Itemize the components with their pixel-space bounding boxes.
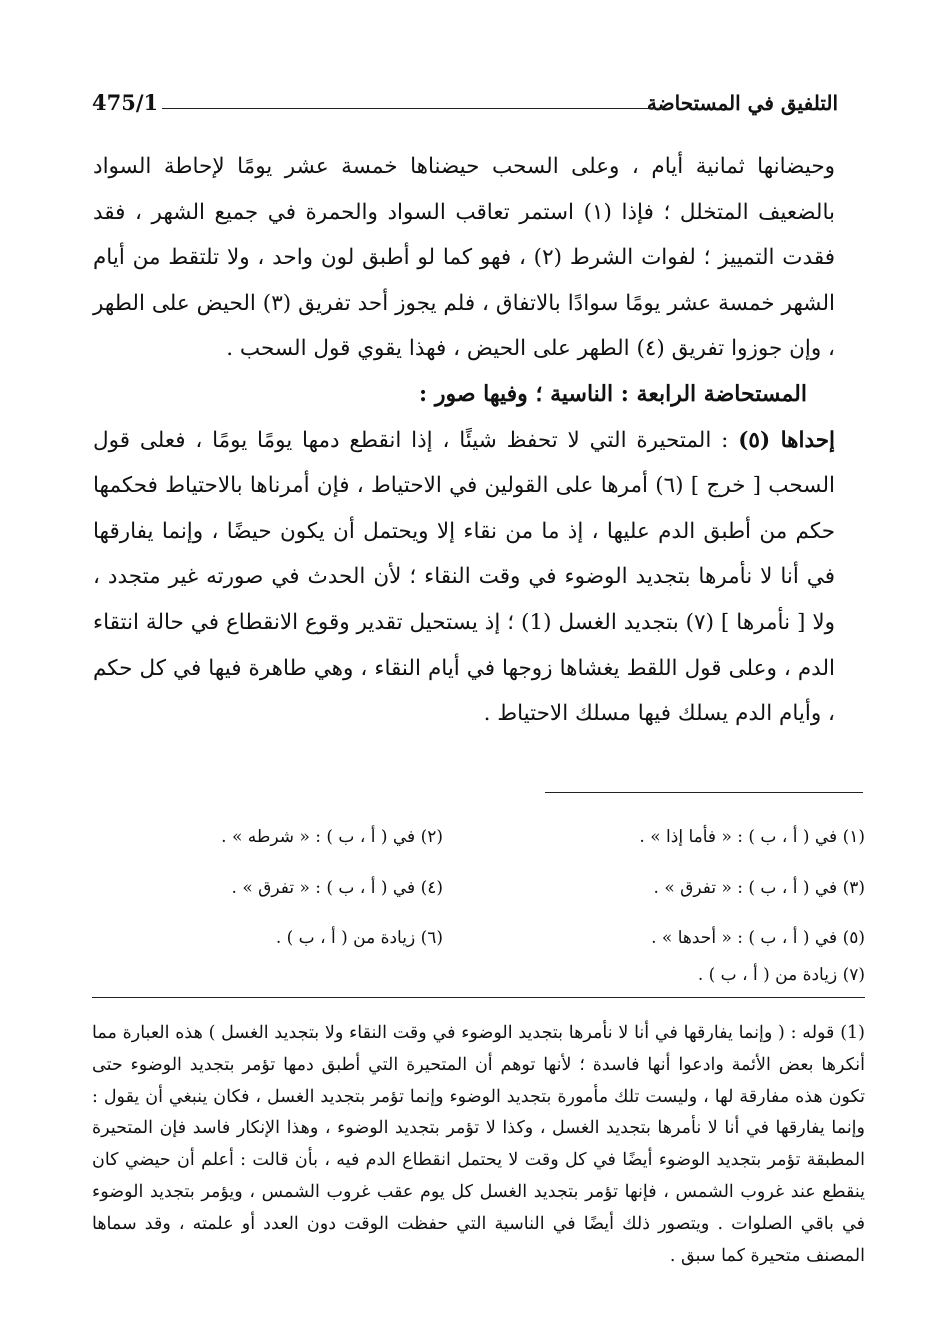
footnote: (١) في ( أ ، ب ) : « فأما إذا » . <box>639 827 865 847</box>
section-heading: المستحاضة الرابعة : الناسية ؛ وفيها صور : <box>419 380 807 407</box>
footnote: (٣) في ( أ ، ب ) : « تفرق » . <box>653 878 865 898</box>
paragraph: وحيضانها ثمانية أيام ، وعلى السحب حيضناها خمسة عشر يومًا لإحاطة السواد بالضعيف المتخلل ؛ فإذا (١) استمر تعاقب السواد والحمرة في جميع الشهر ، فقد فقدت التمييز ؛ لفوات الشرط (٢) ، فهو كما لو أطبق لون واحد ، ولا تلتقط من أيام الشهر خمسة عشر يومًا سوادًا بالاتفاق ، فلم يجوز أحد تفريق (٣) الحيض على الطهر ، وإن جوزوا تفريق (٤) الطهر على الحيض ، فهذا يقوي قول السحب . <box>93 154 835 362</box>
footnote: (٦) زيادة من ( أ ، ب ) . <box>275 928 443 948</box>
header-rule <box>162 108 668 109</box>
page-number: 475/1 <box>92 90 159 115</box>
main-text <box>93 144 835 737</box>
lead-word: إحداها (٥) <box>738 427 835 453</box>
paragraph-body: : المتحيرة التي لا تحفظ شيئًا ، إذا انقطع دمها يومًا يومًا ، فعلى قول السحب [ خرج ] (٦) أمرها على القولين في الاحتياط ، فإن أمرناها بالاحتياط فحكمها حكم من أطبق الدم عليها ، إذ ما من نقاء إلا ويحتمل أن يكون حيضًا ، وإنما يفارقها في أنا لا نأمرها بتجديد الوضوء في وقت النقاء ؛ لأن الحدث في صورته غير متجدد ، ولا [ نأمرها ] (٧) بتجديد الغسل (1) ؛ إذ يستحيل تقدير وقوع الانقطاع في حالة انتقاء الدم ، وعلى قول اللقط يغشاها زوجها في أيام النقاء ، وهي طاهرة فيها في كل حكم ، وأيام الدم يسلك فيها مسلك الاحتياط . <box>93 427 836 727</box>
running-title: التلفيق في المستحاضة <box>646 91 838 115</box>
footnote: (٥) في ( أ ، ب ) : « أحدها » . <box>651 928 865 948</box>
footnote: (٢) في ( أ ، ب ) : « شرطه » . <box>221 827 443 847</box>
commentary-divider <box>92 997 865 998</box>
commentary-note: (1) قوله : ( وإنما يفارقها في أنا لا نأمرها بتجديد الوضوء في وقت النقاء ولا بتجديد الغسل ) هذه العبارة مما أنكرها بعض الأئمة وادعوا أنها فاسدة ؛ لأنها توهم أن المتحيرة التي أطبق دمها تؤمر بتجديد الوضوء حتى تكون هذه مفارقة لها ، وليست تلك مأمورة بتجديد الوضوء وإنما تؤمر بتجديد الغسل ، فكان ينبغي أن يقول : وإنما يفارقها في أنا لا نأمرها بتجديد الغسل ، وكذا لا تؤمر بتجديد الوضوء ، وهذا الإنكار فاسد فإن المتحيرة المطبقة تؤمر بتجديد الوضوء أيضًا في كل وقت لا يحتمل انقطاع الدم فيه ، بأن قالت : أعلم أن حيضي كان ينقطع عند غروب الشمس ، فإنها تؤمر بتجديد الغسل كل يوم عقب غروب الشمس ، ويؤمر بتجديد الوضوء في باقي الصلوات . ويتصور ذلك أيضًا في الناسية التي حفظت الوقت دون العدد أو علمته ، وقد سماها المصنف متحيرة كما سبق . <box>92 1023 865 1266</box>
footnote: (٧) زيادة من ( أ ، ب ) . <box>697 965 865 985</box>
footnote: (٤) في ( أ ، ب ) : « تفرق » . <box>231 878 443 898</box>
footnote-divider <box>545 792 863 793</box>
paragraph <box>93 418 835 737</box>
page-header <box>92 86 838 120</box>
footnotes <box>92 816 865 996</box>
